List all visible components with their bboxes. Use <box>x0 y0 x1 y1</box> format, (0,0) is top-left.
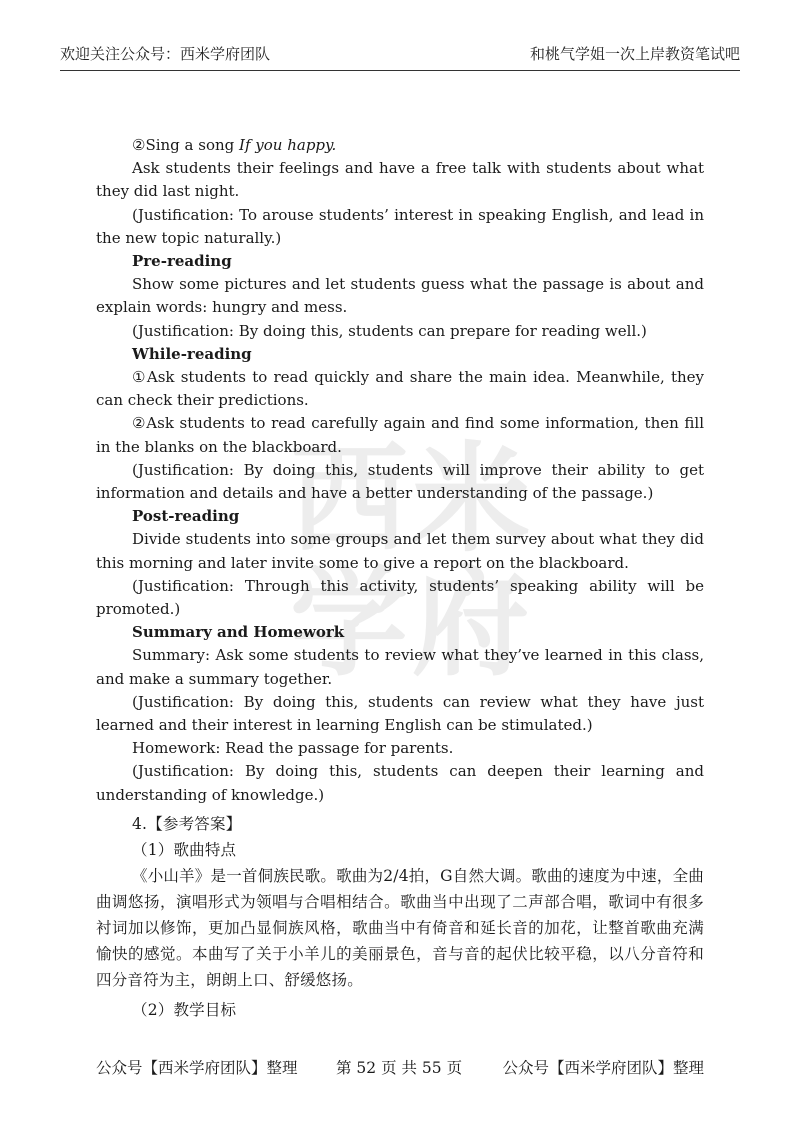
paragraph-while-1: ①Ask students to read quickly and share the main idea. Meanwhile, they can check their predictions. <box>96 368 704 410</box>
heading-post-reading: Post-reading <box>132 507 240 526</box>
page-header <box>60 36 740 71</box>
subheading-teaching-goals: （2）教学目标 <box>132 1000 237 1019</box>
song-prefix: ②Sing a song <box>132 136 240 154</box>
header-left-text: 欢迎关注公众号：西米学府团队 <box>60 45 271 63</box>
paragraph-ask-feelings: Ask students their feelings and have a free talk with students about what they did last night. <box>96 159 704 201</box>
main-content <box>96 134 704 1023</box>
justification-6: (Justification: By doing this, students can deepen their learning and understanding of knowledge.) <box>96 762 704 804</box>
paragraph-homework: Homework: Read the passage for parents. <box>132 739 454 758</box>
justification-5: (Justification: By doing this, students can review what they have just learned and their interest in learning English can be stimulated.) <box>96 692 704 735</box>
heading-pre-reading: Pre-reading <box>132 252 232 271</box>
page-number: 第 52 页 共 55 页 <box>336 1059 463 1077</box>
paragraph-pre-reading: Show some pictures and let students guess what the passage is about and explain words: hungry and mess. <box>96 275 704 317</box>
header-right-text: 和桃气学姐一次上岸教资笔试吧 <box>529 45 740 63</box>
footer-left-text: 公众号【西米学府团队】整理 <box>96 1059 298 1077</box>
paragraph-summary: Summary: Ask some students to review what they’ve learned in this class, and make a summary together. <box>96 646 704 688</box>
page-footer <box>96 1056 704 1078</box>
watermark-char: 西 <box>290 430 409 568</box>
watermark-char: 府 <box>412 554 531 692</box>
paragraph-while-2: ②Ask students to read carefully again and find some information, then fill in the blanks on the blackboard. <box>96 414 704 456</box>
justification-2: (Justification: By doing this, students can prepare for reading well.) <box>132 321 647 340</box>
footer-right-text: 公众号【西米学府团队】整理 <box>502 1059 704 1077</box>
watermark-char: 学 <box>290 554 409 692</box>
justification-1: (Justification: To arouse students’ interest in speaking English, and lead in the new topic naturally.) <box>96 205 704 247</box>
heading-while-reading: While-reading <box>132 344 252 363</box>
watermark-char: 米 <box>412 430 531 568</box>
paragraph-song-description: 《小山羊》是一首侗族民歌。歌曲为2/4拍，G自然大调。歌曲的速度为中速，全曲曲调悠扬，演唱形式为领唱与合唱相结合。歌曲当中出现了二声部合唱，歌词中有很多衬词加以修饰，更加凸显侗族风格，歌曲当中有倚音和延长音的加花，让整首歌曲充满愉快的感觉。本曲写了关于小羊儿的美丽景色，音与音的起伏比较平稳，以八分音符和四分音符为主，朗朗上口、舒缓悠扬。 <box>96 866 704 989</box>
justification-4: (Justification: Through this activity, students’ speaking ability will be promoted.) <box>96 576 704 619</box>
paragraph-post-reading: Divide students into some groups and let them survey about what they did this morning and later invite some to give a report on the blackboard. <box>96 530 704 572</box>
song-title: If you happy. <box>239 136 337 154</box>
answer-heading: 4.【参考答案】 <box>132 814 242 833</box>
subheading-song-features: （1）歌曲特点 <box>132 840 237 859</box>
justification-3: (Justification: By doing this, students will improve their ability to get information and details and have a better understanding of the passage.) <box>96 460 704 503</box>
heading-summary-homework: Summary and Homework <box>132 623 345 642</box>
song-line <box>96 134 704 157</box>
